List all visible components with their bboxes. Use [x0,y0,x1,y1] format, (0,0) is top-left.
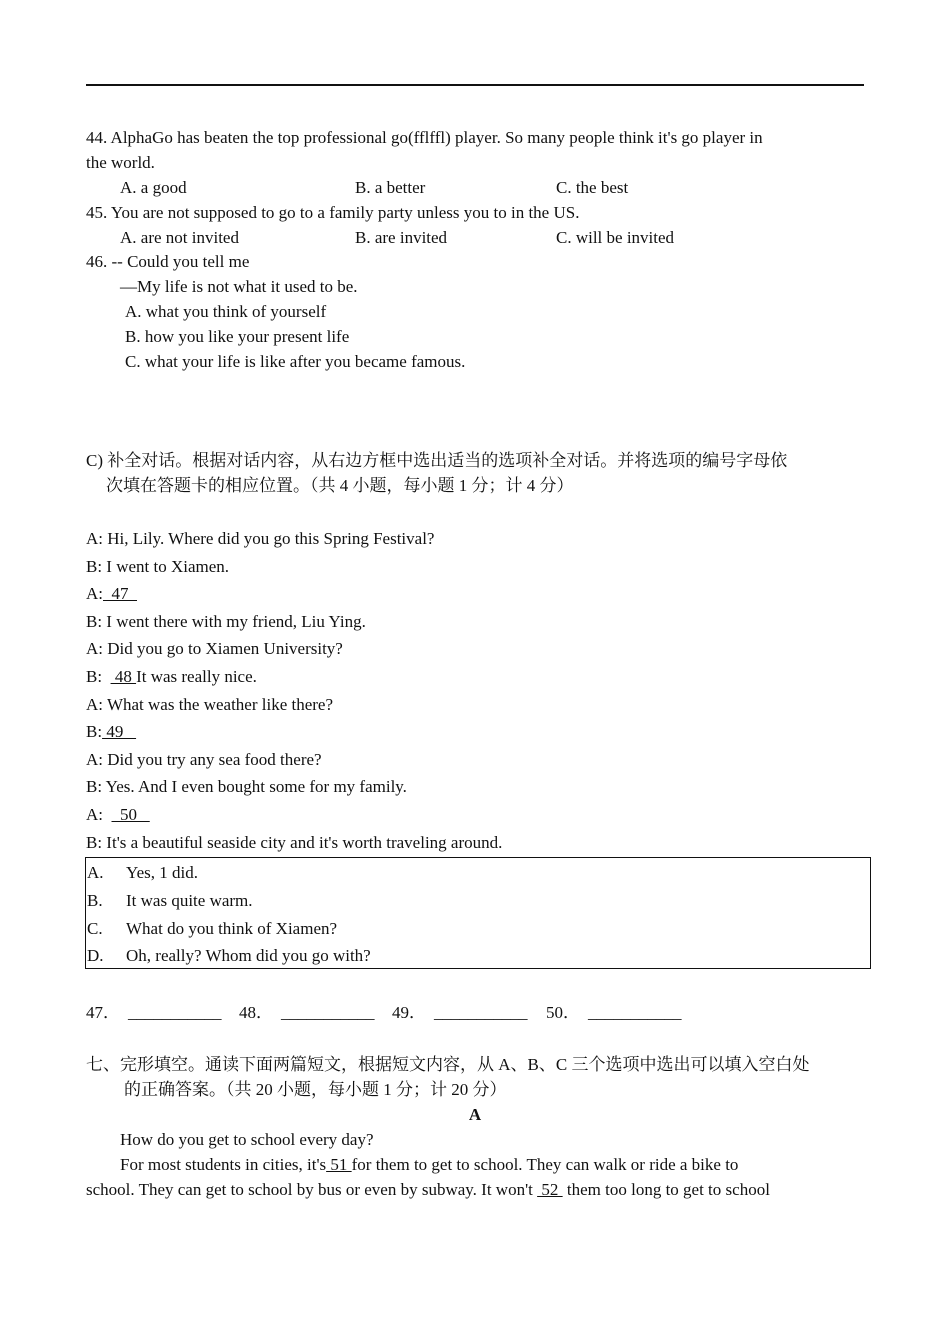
passage-text: For most students in cities, it's [120,1155,327,1174]
choice-text: Yes, 1 did. [126,863,198,882]
answer-blank-49[interactable] [392,1002,528,1024]
q46-option-b: B. how you like your present life [125,327,350,346]
choice-letter: C. [87,919,103,938]
passage-text: school. They can get to school by bus or even by subway. It won't [86,1180,538,1199]
answer-blank-48[interactable] [239,1002,375,1024]
q44-option-b: B. a better [355,178,426,197]
dialog-blank-49: 49 [102,722,137,741]
q44-option-c: C. the best [556,178,629,197]
answer-blank-47[interactable] [86,1002,222,1024]
section-7-instruction-line1: 七、完形填空。通读下面两篇短文，根据短文内容，从 A、B、C 三个选项中选出可以填入空白处 [86,1055,810,1074]
q46-response: —My life is not what it used to be. [120,277,358,296]
answer-line: ___________ [434,1003,528,1022]
choice-c [87,918,338,940]
passage-blank-51: 51 [326,1155,352,1174]
choice-letter: D. [87,946,104,965]
dialog-blank-47: 47 [103,584,137,603]
choice-text: Oh, really? Whom did you go with? [126,946,371,965]
dialog-speaker: A: [86,805,112,824]
choice-text: What do you think of Xiamen? [126,919,338,938]
answer-number: 49． [392,1003,426,1022]
dialog-line-9: A: Did you try any sea food there? [86,750,322,769]
choice-letter: B. [87,891,103,910]
dialog-line-7: A: What was the weather like there? [86,695,334,714]
dialog-speaker: B: [86,667,111,686]
q45-stem: 45. You are not supposed to go to a family party unless you to in the US. [86,203,580,222]
answer-blank-50[interactable] [546,1002,682,1024]
answer-number: 50． [546,1003,580,1022]
dialog-speaker: A: [86,584,103,603]
passage-label: A [468,1105,482,1124]
dialog-suffix: It was really nice. [136,667,257,686]
q44-option-a: A. a good [120,178,187,197]
q45-option-a: A. are not invited [120,228,239,247]
dialog-blank-48: 48 [110,667,137,686]
dialog-speaker: B: [86,722,103,741]
q45-option-b: B. are invited [355,228,448,247]
passage-line-2 [120,1154,738,1176]
dialog-line-1: A: Hi, Lily. Where did you go this Spring Festival? [86,529,435,548]
passage-line-3 [86,1179,770,1201]
answer-line: ___________ [588,1003,682,1022]
dialog-line-11 [86,804,150,826]
passage-blank-52: 52 [537,1180,563,1199]
passage-paragraph-1: How do you get to school every day? [120,1130,374,1149]
q44-stem-line1: 44. AlphaGo has beaten the top professional go(fflffl) player. So many people think it's go player in [86,128,763,147]
q44-stem-line2: the world. [86,153,155,172]
section-c-instruction-line2: 次填在答题卡的相应位置。（共 4 小题，每小题 1 分；计 4 分） [106,476,574,495]
choice-d [87,945,371,967]
q45-option-c: C. will be invited [556,228,675,247]
dialog-blank-50: 50 [111,805,150,824]
passage-text: them too long to get to school [562,1180,770,1199]
dialog-line-6 [86,666,257,688]
answer-line: ___________ [281,1003,375,1022]
header-rule [86,84,864,86]
choices-box [85,857,871,969]
choice-a [87,862,198,884]
choice-text: It was quite warm. [126,891,253,910]
dialog-line-10: B: Yes. And I even bought some for my family. [86,777,407,796]
answer-number: 47． [86,1003,120,1022]
section-7-instruction-line2: 的正确答案。（共 20 小题，每小题 1 分；计 20 分） [124,1080,507,1099]
passage-text: for them to get to school. They can walk or ride a bike to [351,1155,739,1174]
answer-number: 48． [239,1003,273,1022]
q46-option-a: A. what you think of yourself [125,302,327,321]
dialog-line-4: B: I went there with my friend, Liu Ying. [86,612,366,631]
dialog-line-12: B: It's a beautiful seaside city and it's worth traveling around. [86,833,503,852]
dialog-line-8 [86,721,136,743]
choice-letter: A. [87,863,104,882]
dialog-line-2: B: I went to Xiamen. [86,557,230,576]
choice-b [87,890,253,912]
dialog-line-5: A: Did you go to Xiamen University? [86,639,343,658]
q46-option-c: C. what your life is like after you became famous. [125,352,466,371]
q46-stem: 46. -- Could you tell me [86,252,250,271]
section-c-instruction-line1: C) 补全对话。根据对话内容，从右边方框中选出适当的选项补全对话。并将选项的编号字母依 [86,451,788,470]
dialog-line-3 [86,583,137,605]
answer-line: ___________ [128,1003,222,1022]
